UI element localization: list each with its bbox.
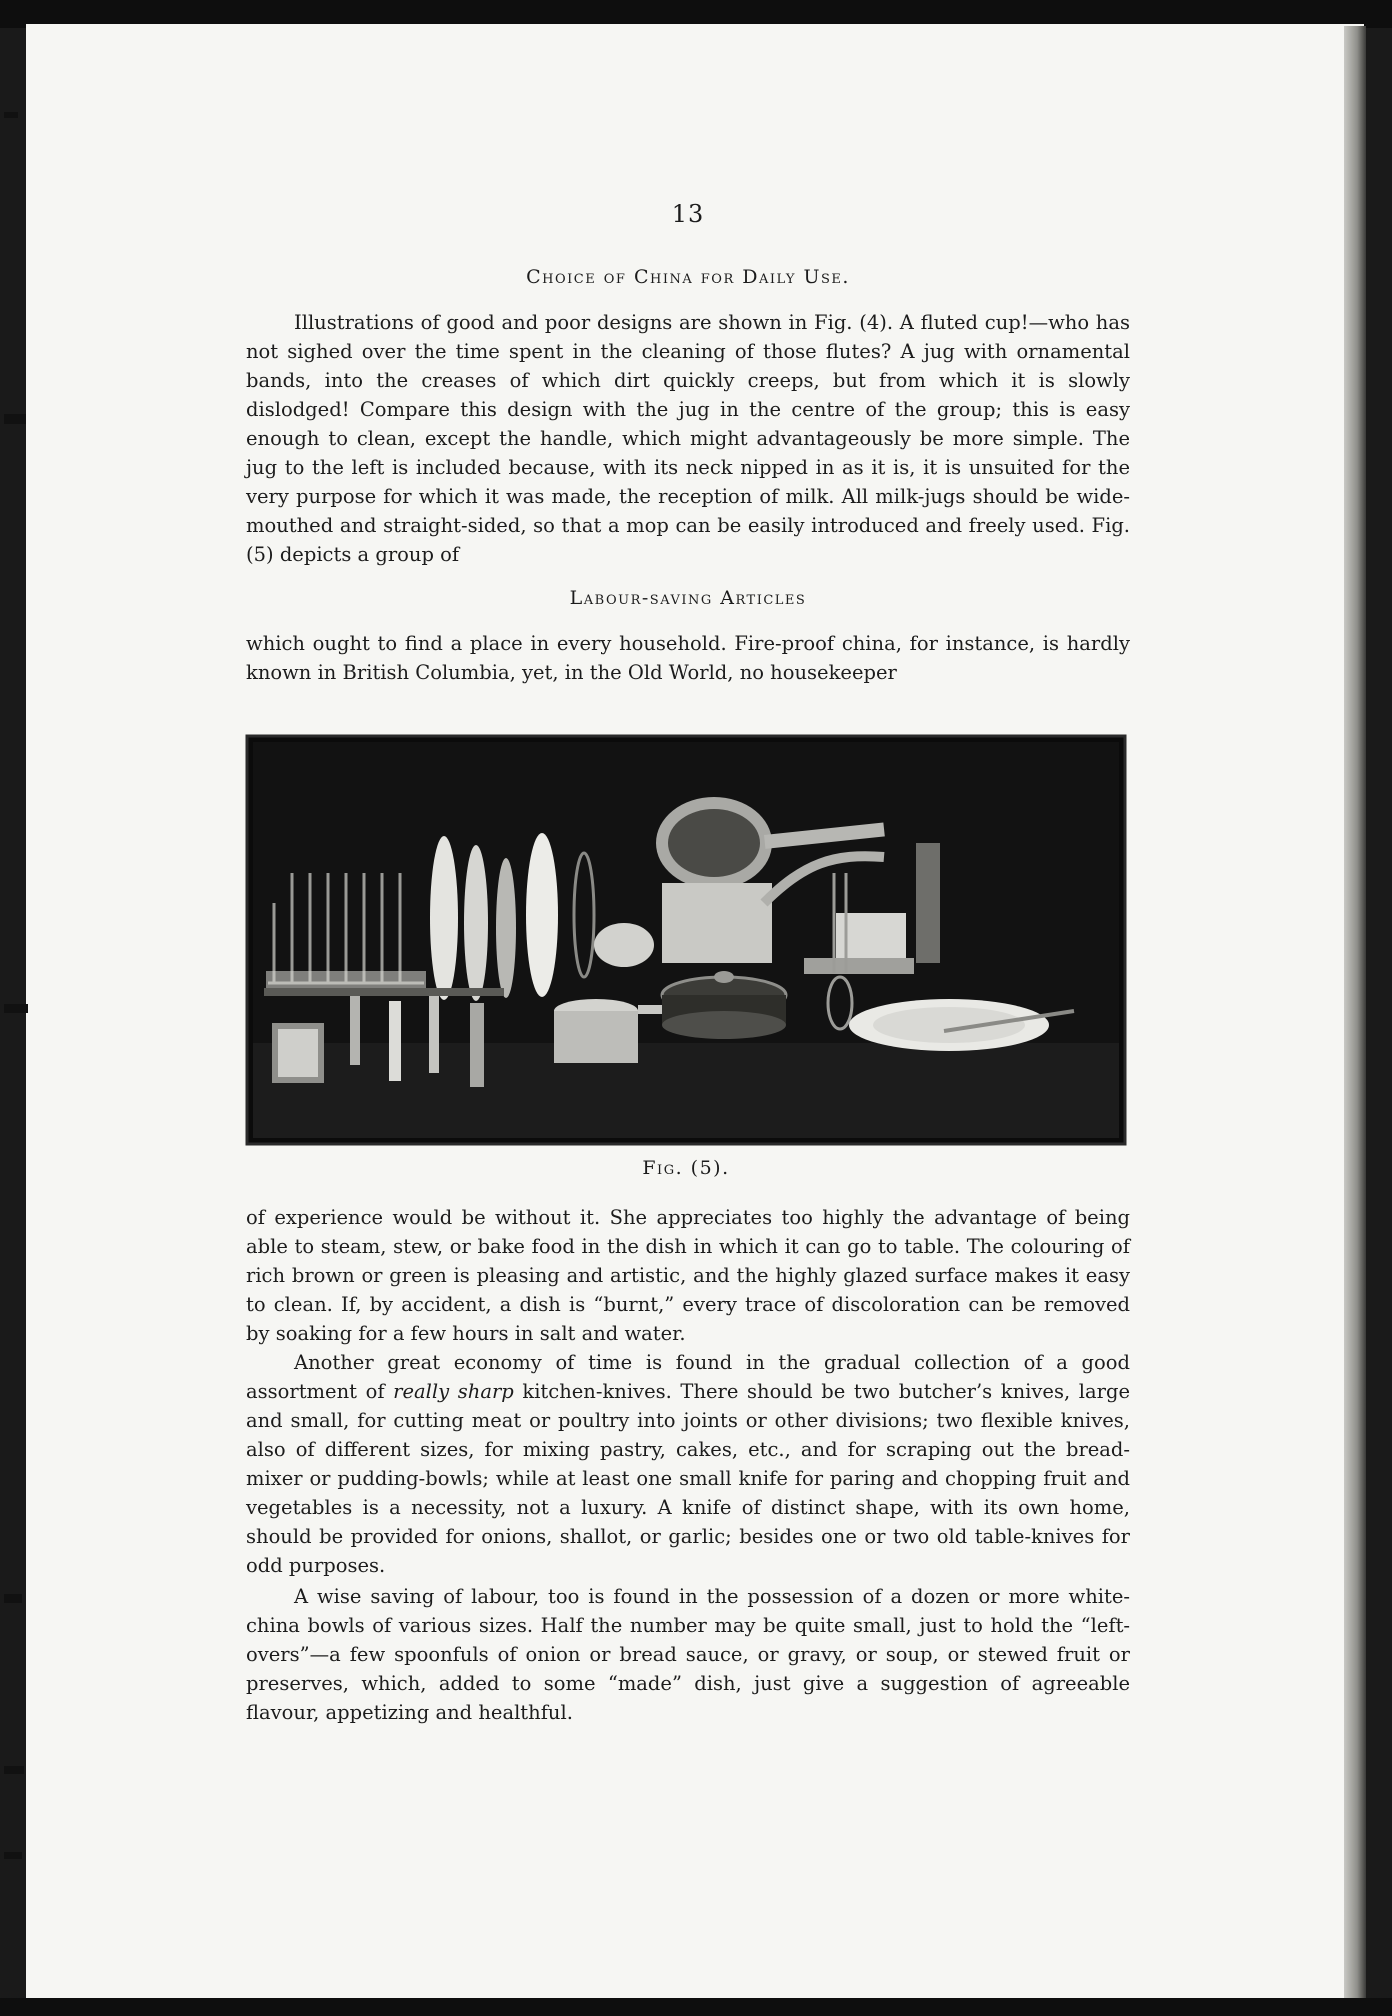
paragraph-kitchen-knives — [246, 1348, 1130, 1580]
binding-mark — [4, 1766, 24, 1774]
paragraph-fire-proof-china: of experience would be without it. She appreciates too highly the advantage of being able to steam, stew, or bake food in the dish in which it can go to table. The colouring of rich brown or green is pleasing and artistic, and the highly glazed surface makes it easy to clean. If, by accident, a dish is “burnt,” every trace of discoloration can be removed by soaking for a few hours in salt and water. — [246, 1206, 1130, 1345]
figure-5-photograph — [244, 733, 1128, 1179]
figure-caption: Fig. (5). — [642, 1157, 730, 1179]
page-number: 13 — [671, 200, 705, 228]
paragraph-china-designs: Illustrations of good and poor designs are shown in Fig. (4). A fluted cup!—who has not sighed over the time spent in the cleaning of those flutes? A jug with ornamental bands, into the creases of which dirt quickly creeps, but from which it is slowly dislodged! Compare this design with the jug in the centre of the group; this is easy enough to clean, except the handle, which might advantageously be more simple. The jug to the left is included because, with its neck nipped in as it is, it is unsuited for the very purpose for which it was made, the reception of milk. All milk-jugs should be wide-mouthed and straight-sided, so that a mop can be easily introduced and freely used. Fig. (5) depicts a group of — [246, 311, 1130, 566]
binding-mark — [4, 1852, 22, 1859]
page-edge — [1344, 26, 1366, 1998]
kitchen-articles-photo — [244, 733, 1128, 1147]
binding-mark — [4, 112, 18, 118]
section-heading-china: Choice of China for Daily Use. — [526, 266, 850, 288]
knives-text-end: kitchen-knives. There should be two butcher’s knives, large and small, for cutting meat or poultry into joints or other divisions; two flexible knives, also of different sizes, for mixing pastry, cakes, etc., and for scraping out the bread-mixer or pudding-bowls; while at least one small knife for paring and chopping fruit and vegetables is a necessity, not a luxury. A knife of distinct shape, with its own home, should be provided for onions, shallot, or garlic; besides one or two old table-knives for odd purposes. — [246, 1380, 1130, 1577]
paragraph-china-bowls: A wise saving of labour, too is found in the possession of a dozen or more white-china bowls of various sizes. Half the number may be quite small, just to hold the “left-overs”—a few spoonfuls of onion or bread sauce, or gravy, or soup, or stewed fruit or preserves, which, added to some “made” dish, just give a suggestion of agreeable flavour, appetizing and healthful. — [246, 1585, 1130, 1724]
binding-mark — [4, 1004, 28, 1013]
binding-mark — [4, 414, 26, 424]
binding-mark — [4, 1594, 22, 1603]
emphasis-really-sharp: really sharp — [393, 1380, 514, 1403]
knives-text-start: Another great economy of time is found in the gradual collection of a good assortment of — [246, 1351, 1130, 1403]
page-content — [246, 200, 1130, 1727]
lid-icon — [594, 923, 654, 967]
casserole-icon — [662, 971, 786, 1039]
paragraph-labour-saving-lead: which ought to find a place in every household. Fire-proof china, for instance, is hardly known in British Columbia, yet, in the Old World, no housekeeper — [246, 632, 1130, 684]
scan-border-bottom — [0, 1998, 1392, 2016]
section-heading-labour-saving: Labour-saving Articles — [569, 587, 807, 609]
toast-rack-icon — [268, 873, 424, 983]
